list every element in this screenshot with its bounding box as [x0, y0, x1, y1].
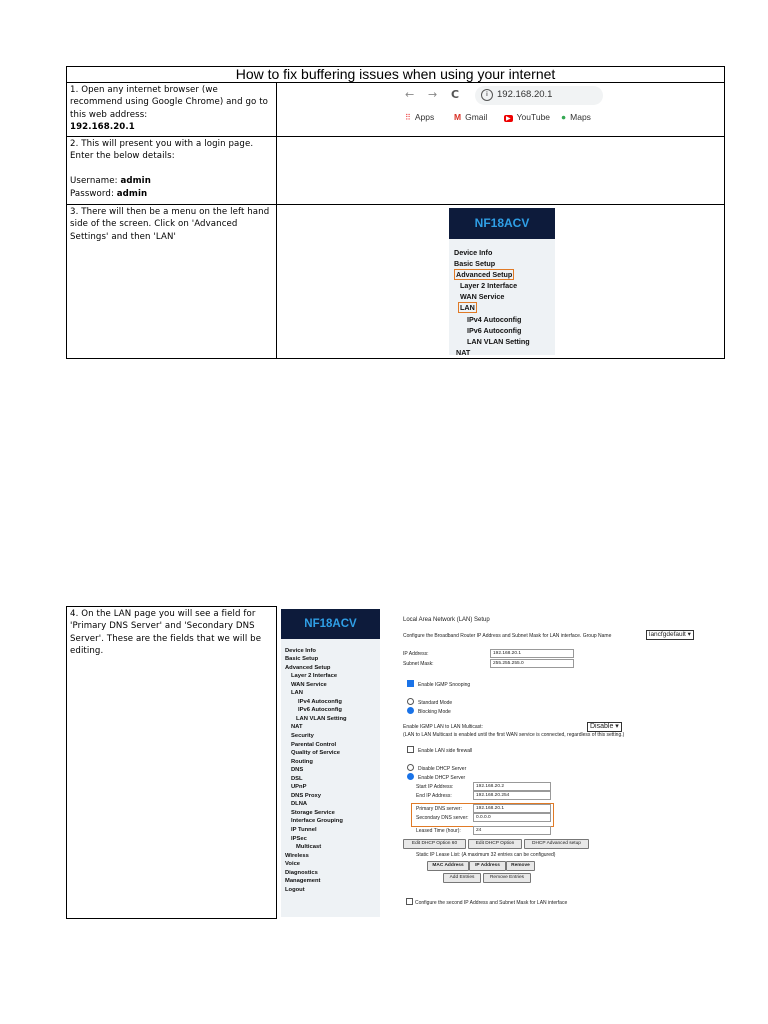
edit-dhcp-option-button[interactable]: Edit DHCP Option — [468, 839, 522, 849]
menu-wan-service[interactable]: WAN Service — [460, 292, 505, 302]
menu-item[interactable]: DLNA — [291, 801, 308, 808]
lan-firewall-checkbox[interactable] — [407, 746, 414, 753]
menu-item[interactable]: Device Info — [285, 647, 316, 654]
step-4-cell — [67, 607, 277, 919]
menu-item[interactable]: Layer 2 Interface — [291, 673, 338, 680]
end-ip-input[interactable]: 192.168.20.254 — [473, 791, 551, 800]
menu-lan[interactable]: LAN — [460, 303, 475, 313]
menu-basic-setup[interactable]: Basic Setup — [454, 259, 496, 269]
igmp-snooping-checkbox[interactable] — [407, 680, 414, 687]
disable-dhcp-label: Disable DHCP Server — [418, 765, 467, 772]
menu-ipv4-autoconfig[interactable]: IPv4 Autoconfig — [467, 314, 522, 324]
router-menu-small — [449, 208, 555, 355]
end-ip-label: End IP Address: — [416, 792, 452, 799]
second-ip-label: Configure the second IP Address and Subnet Mask for LAN interface — [415, 899, 568, 906]
url-text: 192.168.20.1 — [497, 89, 553, 100]
group-name-select[interactable]: lancfgdefault ▾ — [646, 630, 694, 640]
step-1-cell — [67, 83, 277, 137]
menu-item[interactable]: Logout — [285, 886, 305, 893]
subnet-mask-input[interactable]: 255.255.255.0 — [490, 659, 574, 668]
menu-layer2-interface[interactable]: Layer 2 Interface — [460, 281, 518, 291]
bookmark-maps[interactable]: ● Maps — [561, 112, 591, 122]
menu-item[interactable]: Quality of Service — [291, 750, 340, 757]
menu-lan-vlan-setting[interactable]: LAN VLAN Setting — [467, 336, 530, 346]
menu-item[interactable]: LAN — [291, 690, 303, 697]
step-2-cell — [67, 137, 277, 205]
instructions-table-1 — [66, 66, 725, 359]
menu-item[interactable]: Routing — [291, 758, 313, 765]
standard-mode-label: Standard Mode — [418, 699, 453, 706]
document-title: How to fix buffering issues when using your internet — [67, 67, 725, 83]
primary-dns-label: Primary DNS server: — [416, 805, 462, 812]
username-value: admin — [120, 176, 151, 187]
step-2-text: 2. This will present you with a login page. Enter the below details: — [70, 139, 254, 162]
menu-item[interactable]: IPSec — [291, 835, 307, 842]
username-label: Username: — [70, 176, 121, 187]
subnet-mask-label: Subnet Mask: — [403, 660, 434, 667]
menu-item[interactable]: Wireless — [285, 852, 309, 859]
bookmark-apps[interactable]: ⠿ Apps — [405, 112, 435, 122]
menu-item[interactable]: Management — [285, 878, 321, 885]
maps-pin-icon: ● — [561, 112, 567, 122]
standard-mode-radio[interactable] — [407, 698, 414, 705]
menu-item[interactable]: IPv6 Autoconfig — [298, 707, 342, 714]
edit-dhcp-option60-button[interactable]: Edit DHCP Option 60 — [403, 839, 466, 849]
menu-item[interactable]: Diagnostics — [285, 869, 318, 876]
password-value: admin — [116, 188, 148, 199]
leased-time-input[interactable]: 24 — [473, 826, 551, 835]
menu-advanced-setup[interactable]: Advanced Setup — [456, 270, 513, 280]
step-3-cell — [67, 205, 277, 359]
menu-item[interactable]: IP Tunnel — [291, 826, 317, 833]
menu-nat[interactable]: NAT — [456, 347, 471, 355]
address-bar[interactable] — [475, 86, 603, 105]
menu-item[interactable]: Multicast — [296, 844, 322, 851]
forward-arrow-icon[interactable]: → — [428, 88, 438, 101]
menu-item[interactable]: Interface Grouping — [291, 818, 343, 825]
lan-setup-panel — [403, 609, 733, 917]
menu-item[interactable]: Security — [291, 732, 314, 739]
dhcp-advanced-setup-button[interactable]: DHCP Advanced setup — [524, 839, 589, 849]
menu-item[interactable]: DNS — [291, 767, 304, 774]
full-menu-list — [281, 639, 380, 895]
menu-item[interactable]: UPnP — [291, 784, 307, 791]
second-ip-checkbox[interactable] — [406, 898, 413, 905]
blocking-mode-label: Blocking Mode — [418, 708, 451, 715]
step-4-text: 4. On the LAN page you will see a field for 'Primary DNS Server' and 'Secondary DNS Server'. These are the fields that we will be editing. — [70, 609, 262, 657]
step-3-text: 3. There will then be a menu on the left hand side of the screen. Click on 'Advanced Settings' and then 'LAN' — [70, 207, 270, 242]
igmp-multicast-select[interactable]: Disable ▾ — [587, 722, 622, 732]
add-entries-button[interactable]: Add Entries — [443, 873, 481, 883]
menu-item[interactable]: LAN VLAN Setting — [296, 715, 347, 722]
browser-toolbar — [395, 85, 607, 131]
reload-icon[interactable]: C — [451, 88, 460, 101]
menu-item[interactable]: WAN Service — [291, 681, 327, 688]
primary-dns-input[interactable]: 192.168.20.1 — [473, 804, 551, 813]
start-ip-label: Start IP Address: — [416, 783, 454, 790]
secondary-dns-label: Secondary DNS server: — [416, 814, 469, 821]
igmp-multicast-label: Enable IGMP LAN to LAN Multicast: — [403, 723, 483, 730]
router-brand: NF18ACV — [449, 208, 555, 239]
static-lease-note: Static IP Lease List: (A maximum 32 entries can be configured) — [416, 851, 556, 858]
leased-time-label: Leased Time (hour): — [416, 827, 461, 834]
instructions-table-2 — [66, 606, 725, 919]
menu-item[interactable]: Basic Setup — [285, 656, 319, 663]
menu-item[interactable]: Storage Service — [291, 809, 335, 816]
lan-page-screenshot-cell — [277, 607, 726, 919]
secondary-dns-input[interactable]: 0.0.0.0 — [473, 813, 551, 822]
gmail-icon: M — [454, 112, 462, 122]
menu-item[interactable]: Advanced Setup — [285, 664, 331, 671]
youtube-icon: ▶ — [506, 116, 511, 122]
bookmark-gmail[interactable]: M Gmail — [454, 112, 488, 122]
disable-dhcp-radio[interactable] — [407, 764, 414, 771]
menu-item[interactable]: DSL — [291, 775, 303, 782]
start-ip-input[interactable]: 192.168.20.2 — [473, 782, 551, 791]
igmp-snooping-label: Enable IGMP Snooping — [418, 681, 471, 688]
router-menu-full — [281, 609, 380, 917]
menu-item[interactable]: NAT — [291, 724, 303, 731]
password-label: Password: — [70, 188, 117, 199]
menu-device-info[interactable]: Device Info — [454, 248, 493, 257]
ip-address-header: IP Address — [469, 861, 506, 871]
ip-address-label: IP Address: — [403, 650, 429, 657]
remove-header: Remove — [506, 861, 535, 871]
menu-list — [449, 239, 555, 355]
enable-dhcp-label: Enable DHCP Server — [418, 774, 466, 781]
empty-cell — [277, 137, 725, 205]
browser-screenshot-cell — [277, 83, 725, 137]
remove-entries-button[interactable]: Remove Entries — [483, 873, 531, 883]
lan-firewall-label: Enable LAN side firewall — [418, 747, 473, 754]
apps-grid-icon: ⠿ — [405, 113, 411, 122]
igmp-note: (LAN to LAN Multicast is enabled until the first WAN service is connected, regardless of this setting.) — [403, 731, 625, 738]
lan-setup-heading: Local Area Network (LAN) Setup — [403, 616, 490, 623]
menu-item[interactable]: IPv4 Autoconfig — [298, 698, 342, 705]
mac-address-header: MAC Address — [427, 861, 469, 871]
blocking-mode-radio[interactable] — [407, 707, 414, 714]
site-info-icon[interactable]: i — [481, 89, 493, 101]
step-1-address: 192.168.20.1 — [70, 122, 135, 133]
enable-dhcp-radio[interactable] — [407, 773, 414, 780]
router-brand-full: NF18ACV — [281, 609, 380, 639]
lan-setup-desc: Configure the Broadband Router IP Address and Subnet Mask for LAN interface. Group Name — [403, 632, 612, 639]
menu-ipv6-autoconfig[interactable]: IPv6 Autoconfig — [467, 325, 522, 335]
menu-item[interactable]: Parental Control — [291, 741, 337, 748]
step-1-text: 1. Open any internet browser (we recommend using Google Chrome) and go to this web address: — [70, 85, 269, 120]
menu-item[interactable]: Voice — [285, 861, 301, 868]
router-menu-screenshot-cell — [277, 205, 725, 359]
menu-item[interactable]: DNS Proxy — [291, 792, 321, 799]
ip-address-input[interactable]: 192.168.20.1 — [490, 649, 574, 658]
bookmark-youtube[interactable]: ▶ YouTube — [506, 112, 551, 122]
back-arrow-icon[interactable]: ← — [405, 88, 415, 101]
